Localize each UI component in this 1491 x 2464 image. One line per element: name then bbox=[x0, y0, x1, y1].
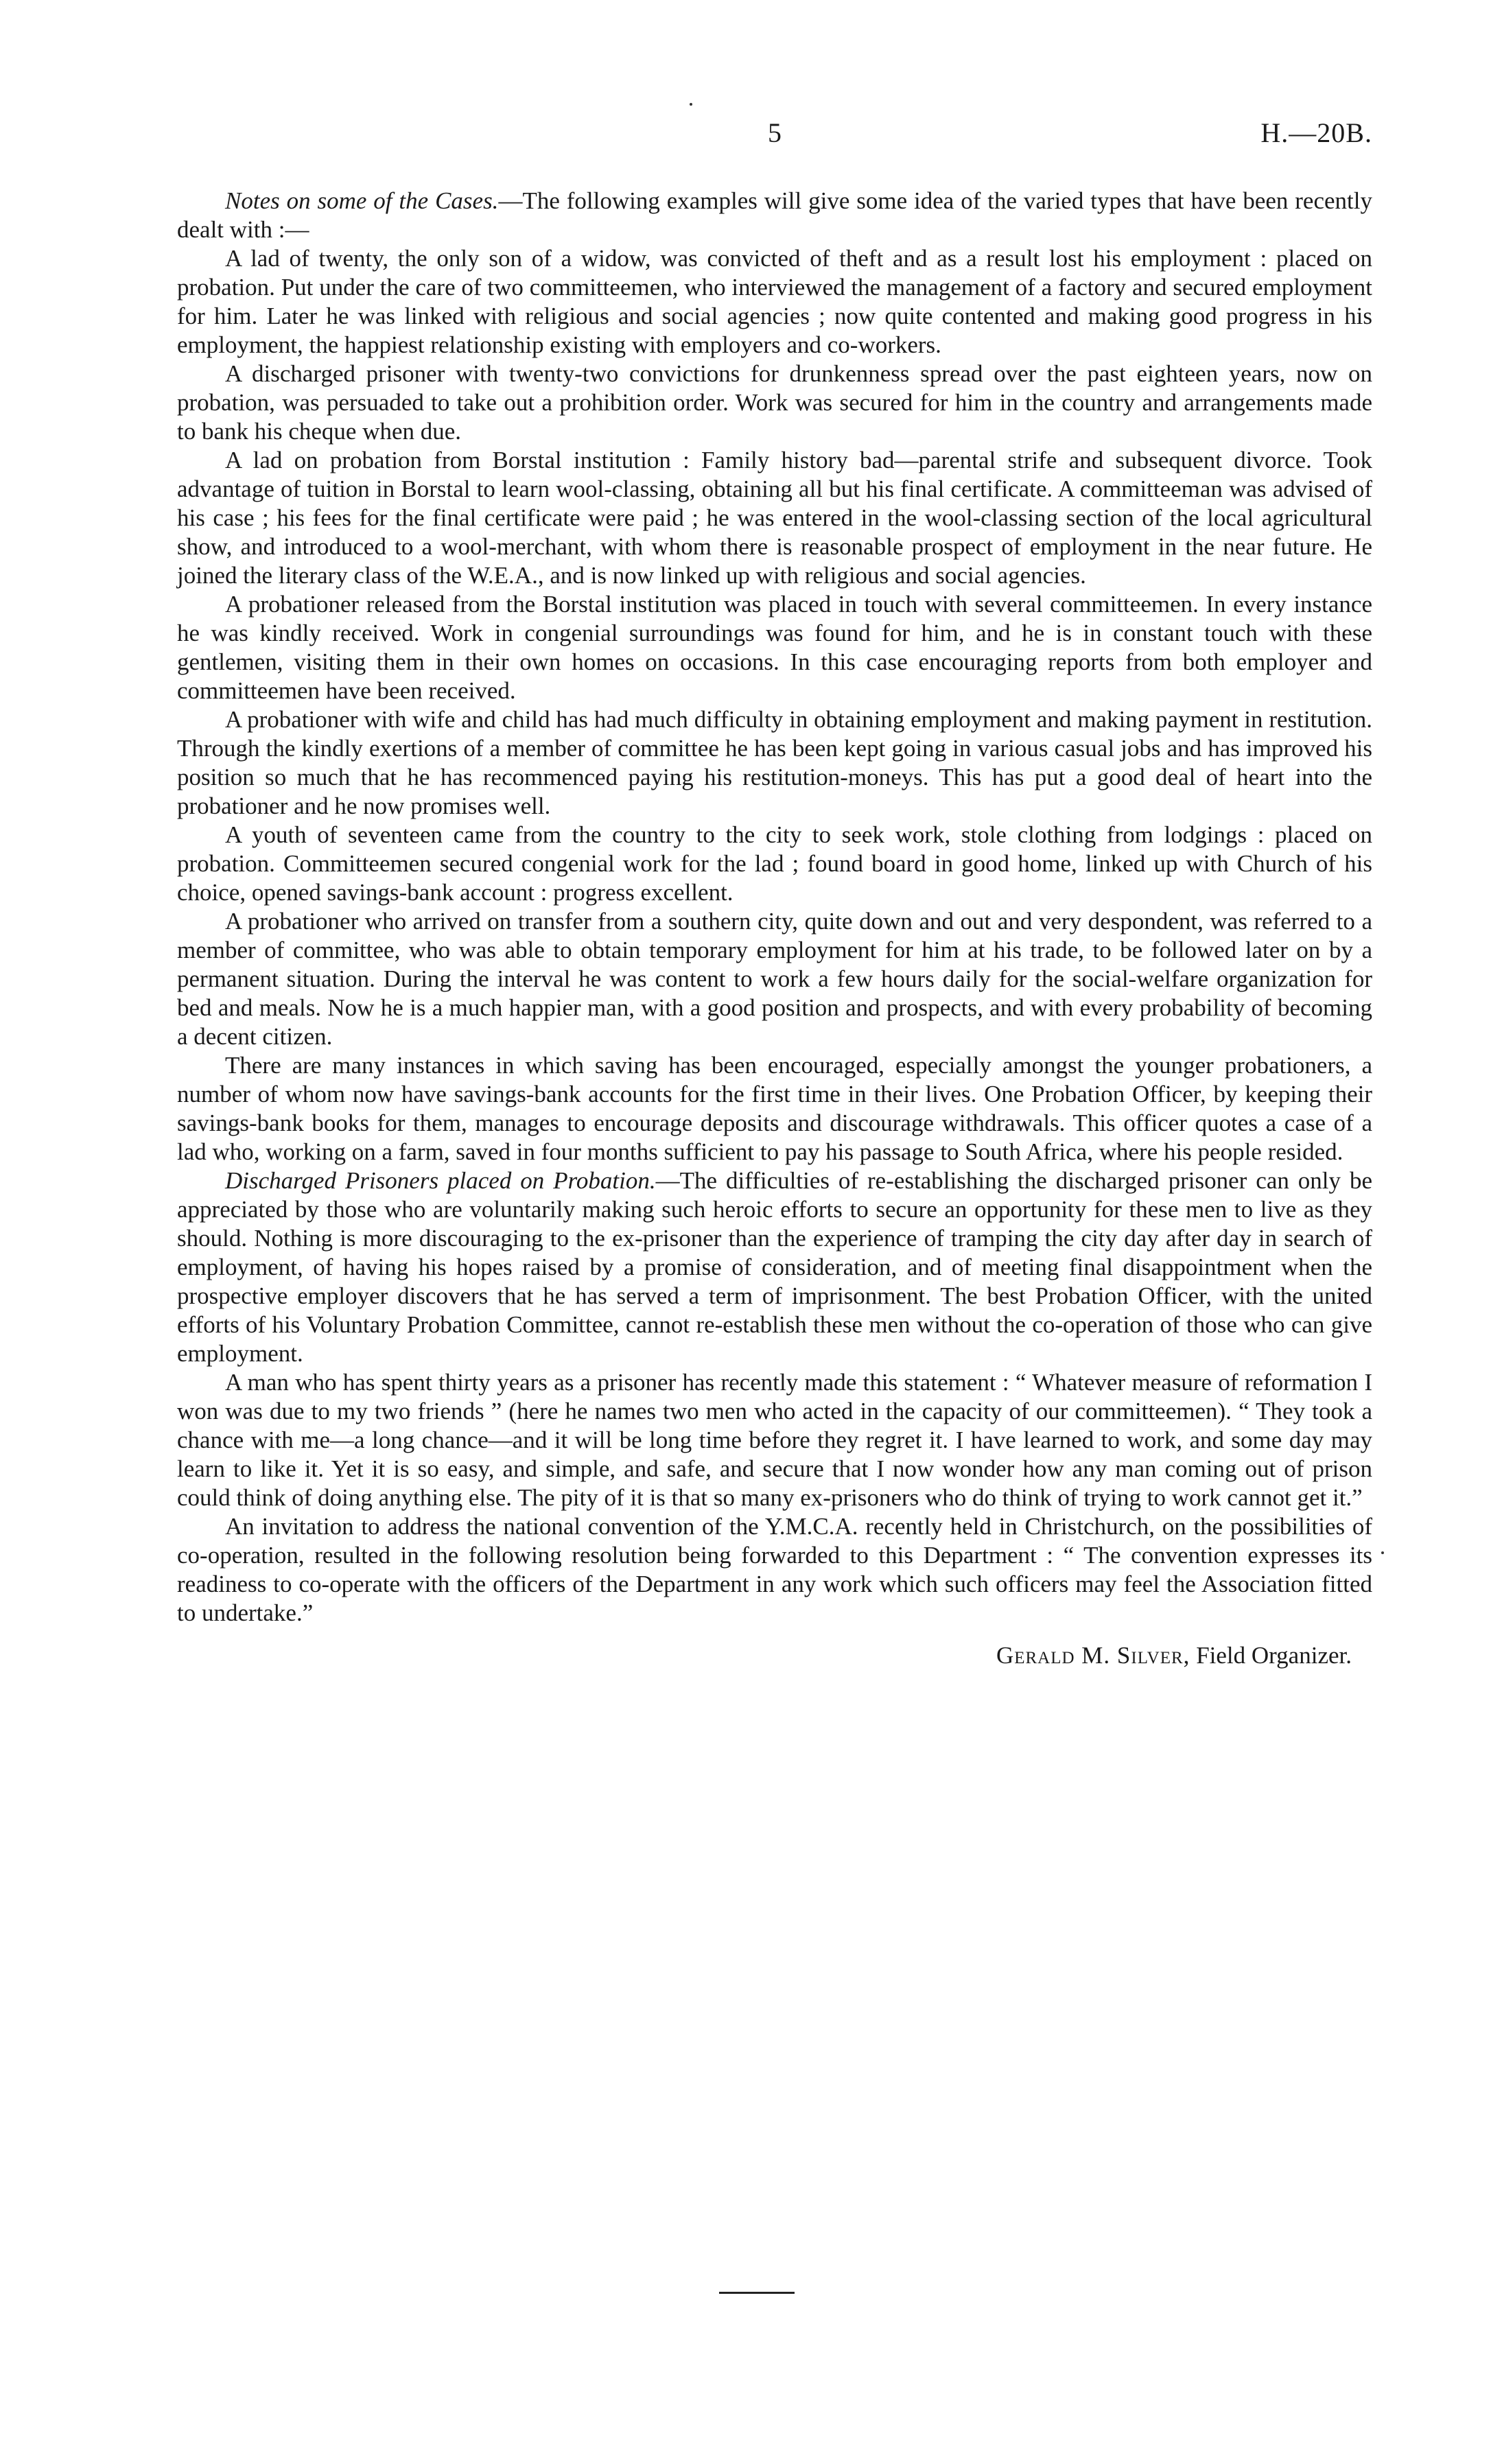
paragraph-text: —The following examples will give some idea of the varied types that have been recently dealt with :— bbox=[177, 187, 1372, 243]
print-speck bbox=[690, 103, 692, 106]
paragraph-case-borstal-released: A probationer released from the Borstal institution was placed in touch with several committeemen. In every instance he was kindly received. Work in congenial surroundings was found for him, and he is in constant touch with these gentlemen, visiting them in their own homes on occasions. In this case encouraging reports from both employer and committeemen have been received. bbox=[177, 591, 1372, 704]
paragraph-case-youth-seventeen: A youth of seventeen came from the country to the city to seek work, stole clothing from lodgings : placed on probation. Committeemen secured congenial work for the lad ; found board in good home, linked up with Church of his choice, opened savings-bank account : progress excellent. bbox=[177, 821, 1372, 906]
paragraph-text: —The difficulties of re-establishing the discharged prisoner can only be appreciated by those who are voluntarily making such heroic efforts to secure an opportunity for these men to live as they should. Nothing is more discouraging to the ex-prisoner than the experience of tramping the city day after day in search of employment, of having his hopes raised by a promise of consideration, and of meeting final disappointment when the prospective employer discovers that he has served a term of imprisonment. The best Probation Officer, with the united efforts of his Voluntary Probation Committee, cannot re-establish these men without the co-operation of those who can give employment. bbox=[177, 1167, 1373, 1367]
print-speck bbox=[1381, 1551, 1384, 1554]
paragraph-thirty-years: A man who has spent thirty years as a prisoner has recently made this statement : “ Whatever measure of reformation I won was due to my two friends ” (here he names two men who acted in the capacity of our committeemen). “ They took a chance with me—a long chance—and it will be long time before they regret it. I have learned to work, and some day may learn to like it. Yet it is so easy, and simple, and safe, and secure that I now wonder how any man coming out of prison could think of doing anything else. The pity of it is that so many ex-prisoners who do think of trying to work cannot get it.” bbox=[177, 1369, 1372, 1511]
signature-block bbox=[177, 1641, 1372, 1670]
paragraph-ymca: An invitation to address the national convention of the Y.M.C.A. recently held in Christchurch, on the possibilities of co-operation, resulted in the following resolution being forwarded to this Department : “ The convention expresses its readiness to co-operate with the officers of the Department in any work which such officers may feel the Association fitted to undertake.” bbox=[177, 1513, 1372, 1626]
paragraph-case-wife-child: A probationer with wife and child has had much difficulty in obtaining employment and making payment in restitution. Through the kindly exertions of a member of committee he has been kept going in various casual jobs and has improved his position so much that he has recommenced paying his restitution-moneys. This has put a good deal of heart into the probationer and he now promises well. bbox=[177, 706, 1372, 819]
section-heading-discharged: Discharged Prisoners placed on Probation. bbox=[225, 1167, 656, 1194]
page-number: 5 bbox=[768, 117, 782, 148]
section-heading-notes: Notes on some of the Cases. bbox=[225, 187, 499, 214]
paragraph-case-transfer: A probationer who arrived on transfer from a southern city, quite down and out and very despondent, was referred to a member of committee, who was able to obtain temporary employment for him at his trade, to be followed later on by a permanent situation. During the interval he was content to work a few hours daily for the social-welfare organization for bed and meals. Now he is a much happier man, with a good position and prospects, and with every probability of becoming a decent citizen. bbox=[177, 908, 1372, 1050]
signatory-name: Gerald M. Silver, bbox=[996, 1642, 1190, 1669]
end-rule bbox=[719, 2292, 795, 2294]
paragraph-case-lad-twenty: A lad of twenty, the only son of a widow, was convicted of theft and as a result lost his employment : placed on probation. Put under the care of two committeemen, who interviewed the management of a factory and secured employment for him. Later he was linked with religious and social agencies ; now quite contented and making good progress in his employment, the happiest relationship existing with employers and co-workers. bbox=[177, 245, 1372, 358]
paragraph-case-borstal-wool: A lad on probation from Borstal institution : Family history bad—parental strife and subsequent divorce. Took advantage of tuition in Borstal to learn wool-classing, obtaining all but his final certificate. A committeeman was advised of his case ; his fees for the final certificate were paid ; he was entered in the wool-classing section of the local agricultural show, and introduced to a wool-merchant, with whom there is reasonable prospect of employment in the near future. He joined the literary class of the W.E.A., and is now linked up with religious and social agencies. bbox=[177, 447, 1372, 589]
paragraph-saving: There are many instances in which saving has been encouraged, especially amongst the younger probationers, a number of whom now have savings-bank accounts for the first time in their lives. One Probation Officer, by keeping their savings-bank books for them, manages to encourage deposits and discourage withdrawals. This officer quotes a case of a lad who, working on a farm, saved in four months sufficient to pay his passage to South Africa, where his people resided. bbox=[177, 1052, 1372, 1165]
report-body bbox=[177, 187, 1372, 1670]
paragraph-case-drunkenness: A discharged prisoner with twenty-two convictions for drunkenness spread over the past eighteen years, now on probation, was persuaded to take out a prohibition order. Work was secured for him in the country and arrangements made to bank his cheque when due. bbox=[177, 360, 1372, 445]
page-header bbox=[177, 117, 1372, 158]
paragraph-notes-intro bbox=[177, 187, 1372, 244]
paragraph-discharged-prisoners bbox=[177, 1166, 1372, 1368]
document-reference: H.—20B. bbox=[1260, 117, 1372, 148]
signatory-title: Field Organizer. bbox=[1196, 1642, 1352, 1669]
